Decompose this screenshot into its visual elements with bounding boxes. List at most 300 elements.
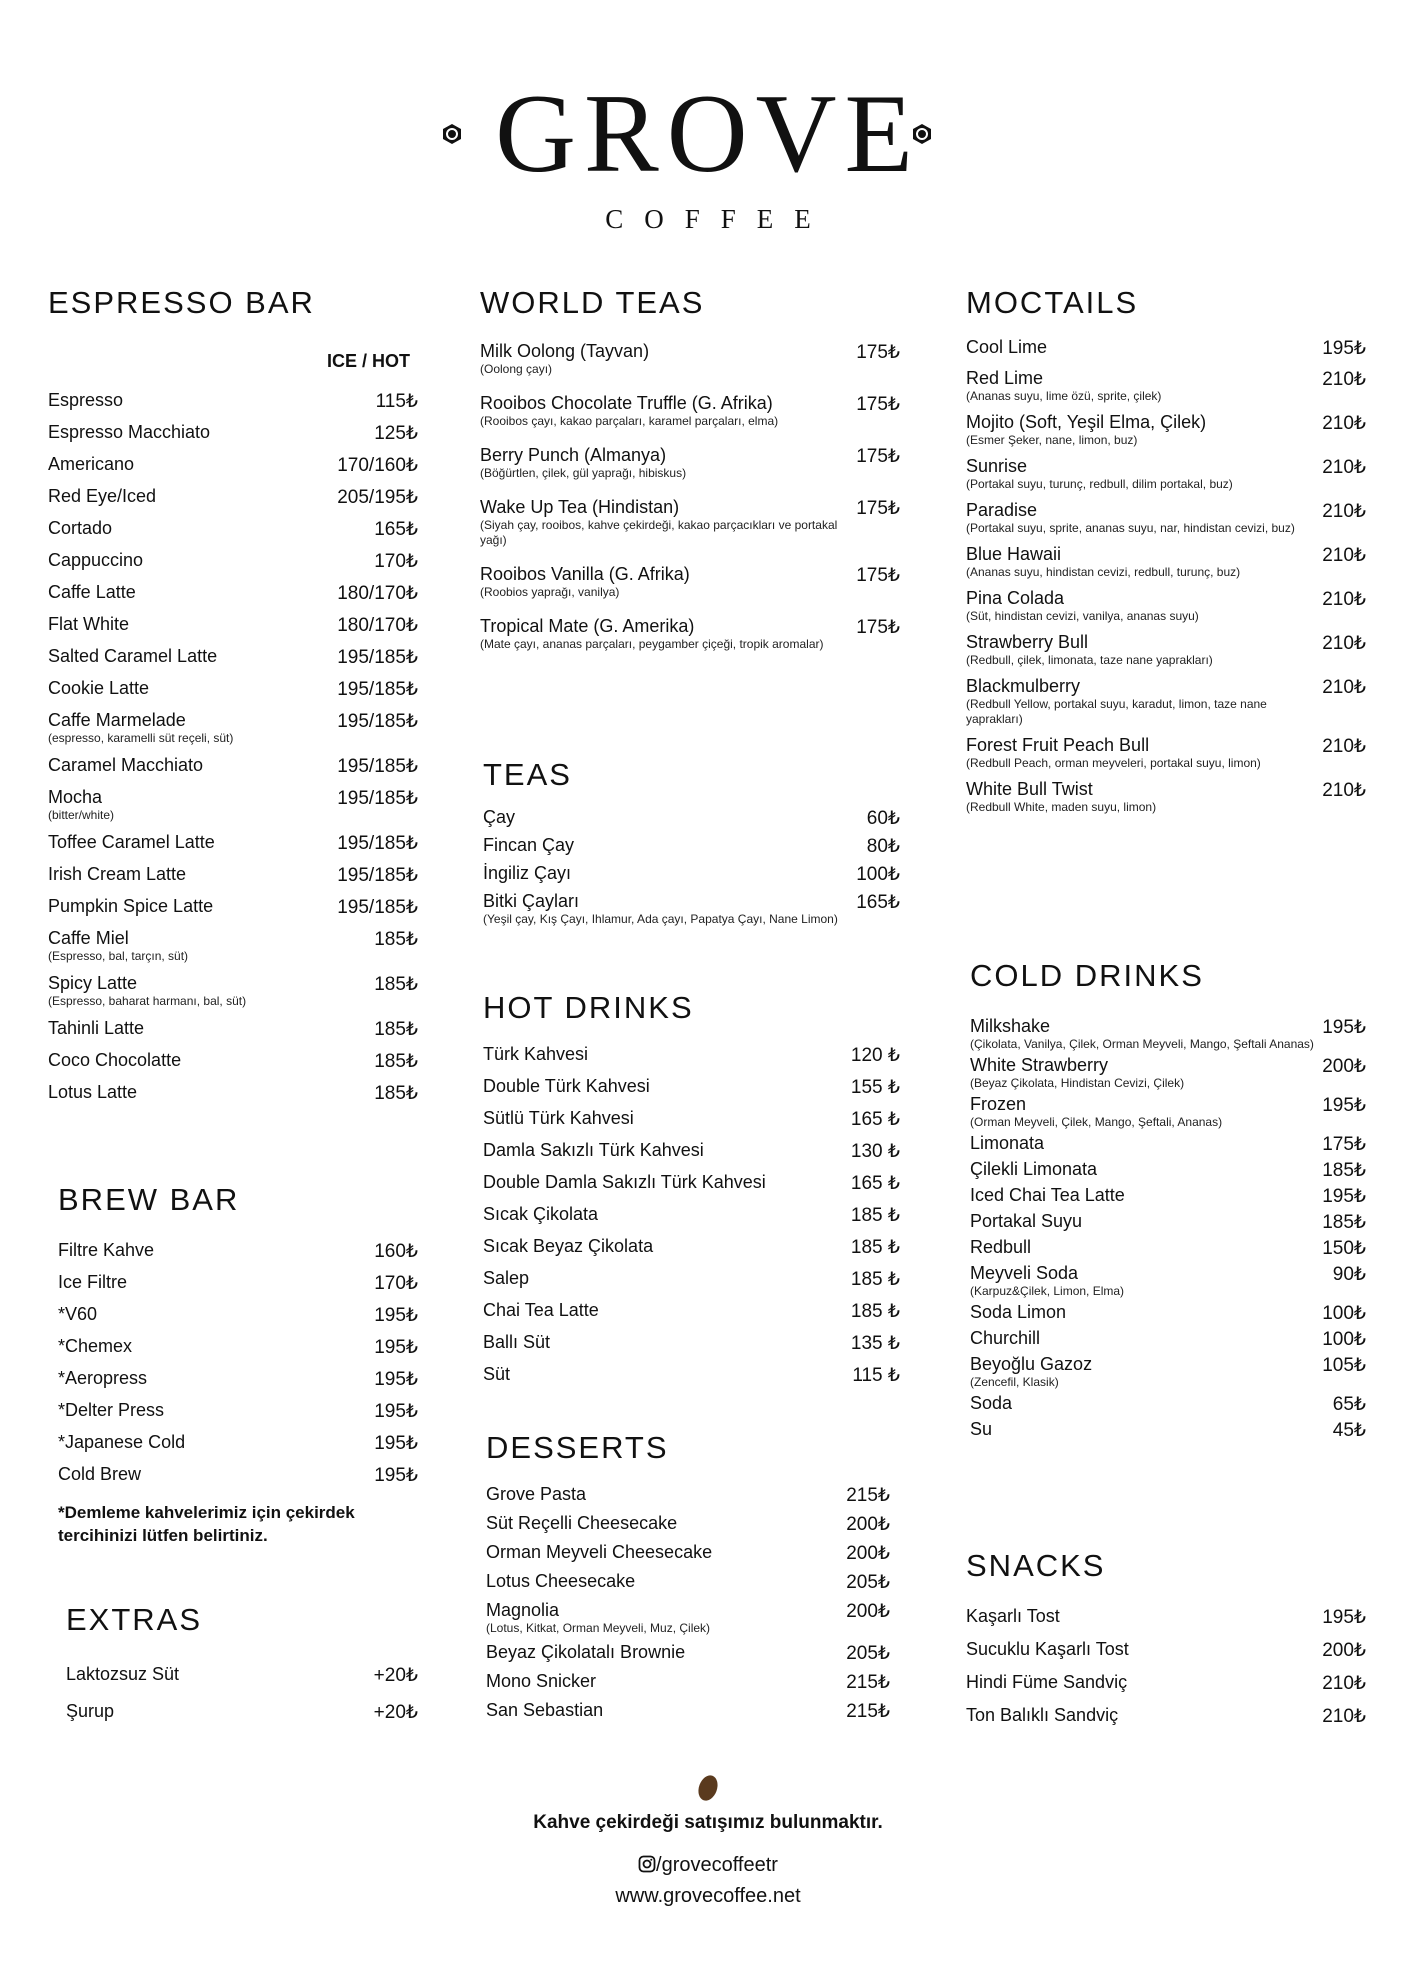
menu-item-text bbox=[966, 1639, 1129, 1660]
menu-item-text bbox=[48, 390, 123, 411]
menu-item bbox=[970, 1419, 1366, 1442]
menu-item-text bbox=[48, 928, 188, 964]
item-name: Soda bbox=[970, 1393, 1013, 1413]
item-description: (Redbull White, maden suyu, limon) bbox=[966, 800, 1157, 814]
menu-item-text bbox=[483, 1236, 653, 1257]
menu-item bbox=[483, 1044, 900, 1067]
item-price: 180/170₺ bbox=[337, 583, 418, 604]
menu-item bbox=[483, 1268, 900, 1291]
menu-item bbox=[48, 518, 418, 541]
item-price: 105₺ bbox=[1322, 1355, 1366, 1376]
section-title: COLD DRINKS bbox=[970, 958, 1204, 993]
menu-item-text bbox=[58, 1464, 141, 1485]
menu-item-text bbox=[480, 341, 649, 377]
item-description: (Portakal suyu, sprite, ananas suyu, nar, hindistan cevizi, buz) bbox=[966, 521, 1295, 535]
item-name: Salep bbox=[483, 1268, 530, 1288]
menu-item bbox=[483, 1332, 900, 1355]
item-name: Cookie Latte bbox=[48, 678, 150, 698]
item-name: Strawberry Bull bbox=[966, 632, 1089, 652]
menu-item bbox=[480, 564, 900, 600]
item-price: 175₺ bbox=[856, 342, 900, 363]
menu-item-text bbox=[970, 1094, 1222, 1130]
item-price: 195₺ bbox=[374, 1433, 418, 1454]
menu-item-text bbox=[483, 1268, 529, 1289]
item-description: (Çikolata, Vanilya, Çilek, Orman Meyveli, Mango, Şeftali Ananas) bbox=[970, 1037, 1314, 1051]
menu-item-text bbox=[48, 422, 210, 443]
item-price: 100₺ bbox=[1322, 1329, 1366, 1350]
menu-item-text bbox=[966, 588, 1199, 624]
item-price: 185 ₺ bbox=[850, 1301, 900, 1322]
menu-item-text bbox=[480, 445, 686, 481]
item-price: 80₺ bbox=[866, 836, 900, 857]
menu-item bbox=[66, 1664, 418, 1687]
menu-item-text bbox=[966, 500, 1295, 536]
item-price: 125₺ bbox=[374, 423, 418, 444]
item-name: Tahinli Latte bbox=[48, 1018, 145, 1038]
item-name: Toffee Caramel Latte bbox=[48, 832, 215, 852]
item-price: 195₺ bbox=[1322, 338, 1366, 359]
item-price: 185₺ bbox=[374, 1083, 418, 1104]
menu-item bbox=[486, 1600, 890, 1636]
item-price: 210₺ bbox=[1322, 1706, 1366, 1727]
menu-item bbox=[483, 807, 900, 830]
item-price: 205₺ bbox=[846, 1572, 890, 1593]
item-price: 195₺ bbox=[1322, 1186, 1366, 1207]
item-price: 165₺ bbox=[856, 892, 900, 913]
menu-item bbox=[48, 678, 418, 701]
menu-item bbox=[486, 1484, 890, 1507]
coffee-bean-icon bbox=[695, 1773, 721, 1804]
item-price: 195/185₺ bbox=[337, 865, 418, 886]
item-price: 210₺ bbox=[1322, 589, 1366, 610]
brew-note: *Demleme kahvelerimiz için çekirdek tercihinizi lütfen belirtiniz. bbox=[58, 1503, 355, 1545]
menu-item-text bbox=[966, 456, 1233, 492]
menu-list bbox=[480, 341, 900, 652]
menu-item-text bbox=[486, 1571, 635, 1592]
menu-item-text bbox=[58, 1368, 147, 1389]
item-name: Su bbox=[970, 1419, 993, 1439]
item-price: 195₺ bbox=[1322, 1095, 1366, 1116]
item-name: Iced Chai Tea Latte bbox=[970, 1185, 1125, 1205]
item-description: (Ananas suyu, hindistan cevizi, redbull, turunç, buz) bbox=[966, 565, 1241, 579]
item-name: Meyveli Soda bbox=[970, 1263, 1079, 1283]
menu-item bbox=[970, 1354, 1366, 1390]
menu-item-text bbox=[48, 454, 134, 475]
item-name: Rooibos Vanilla (G. Afrika) bbox=[480, 564, 690, 584]
menu-item-text bbox=[483, 807, 515, 828]
item-description: (Oolong çayı) bbox=[480, 362, 553, 376]
item-price: 165₺ bbox=[374, 519, 418, 540]
item-price: 200₺ bbox=[846, 1601, 890, 1622]
item-price: 185 ₺ bbox=[850, 1205, 900, 1226]
item-price: 210₺ bbox=[1322, 501, 1366, 522]
item-price: 215₺ bbox=[846, 1701, 890, 1722]
section-title: TEAS bbox=[483, 757, 572, 792]
menu-item-text bbox=[48, 896, 213, 917]
menu-list bbox=[966, 337, 1366, 815]
menu-item-text bbox=[483, 1300, 599, 1321]
item-name: Damla Sakızlı Türk Kahvesi bbox=[483, 1140, 704, 1160]
menu-item-text bbox=[486, 1700, 603, 1721]
section-title: ESPRESSO BAR bbox=[48, 285, 315, 320]
item-name: Irish Cream Latte bbox=[48, 864, 187, 884]
item-name: Caffe Latte bbox=[48, 582, 136, 602]
menu-item bbox=[48, 646, 418, 669]
item-name: Pina Colada bbox=[966, 588, 1065, 608]
menu-item-text bbox=[966, 1606, 1060, 1627]
menu-item-text bbox=[970, 1055, 1184, 1091]
menu-item-text bbox=[483, 1364, 510, 1385]
section-espresso-bar bbox=[48, 285, 418, 1105]
item-name: Churchill bbox=[970, 1328, 1041, 1348]
item-price: 195₺ bbox=[374, 1369, 418, 1390]
item-name: Cappuccino bbox=[48, 550, 144, 570]
menu-item bbox=[966, 676, 1366, 727]
menu-item-text bbox=[48, 973, 246, 1009]
menu-item bbox=[483, 835, 900, 858]
item-name: Pumpkin Spice Latte bbox=[48, 896, 214, 916]
menu-item-text bbox=[970, 1185, 1125, 1206]
item-name: Türk Kahvesi bbox=[483, 1044, 589, 1064]
item-name: Americano bbox=[48, 454, 135, 474]
item-name: İngiliz Çayı bbox=[483, 863, 572, 883]
menu-item-text bbox=[970, 1328, 1040, 1349]
item-description: (espresso, karamelli süt reçeli, süt) bbox=[48, 731, 234, 745]
website-link[interactable]: www.grovecoffee.net bbox=[615, 1885, 801, 1907]
menu-item-text bbox=[486, 1642, 685, 1663]
item-description: (Esmer Şeker, nane, limon, buz) bbox=[966, 433, 1138, 447]
menu-item bbox=[48, 755, 418, 778]
item-price: 130 ₺ bbox=[850, 1141, 900, 1162]
menu-item-text bbox=[480, 393, 778, 429]
item-price: 65₺ bbox=[1332, 1394, 1366, 1415]
menu-item bbox=[966, 779, 1366, 815]
item-name: Cortado bbox=[48, 518, 113, 538]
item-name: Spicy Latte bbox=[48, 973, 138, 993]
menu-item bbox=[58, 1400, 418, 1423]
item-name: Red Eye/Iced bbox=[48, 486, 157, 506]
menu-item bbox=[966, 368, 1366, 404]
menu-item bbox=[970, 1016, 1366, 1052]
item-name: Salted Caramel Latte bbox=[48, 646, 218, 666]
menu-item bbox=[970, 1237, 1366, 1260]
item-price: 210₺ bbox=[1322, 736, 1366, 757]
item-description: (Ananas suyu, lime özü, sprite, çilek) bbox=[966, 389, 1162, 403]
item-price: 215₺ bbox=[846, 1485, 890, 1506]
item-price: 135 ₺ bbox=[850, 1333, 900, 1354]
item-price: 195/185₺ bbox=[337, 647, 418, 668]
item-price: 195₺ bbox=[1322, 1017, 1366, 1038]
menu-item bbox=[48, 864, 418, 887]
item-description: (Redbull Peach, orman meyveleri, portakal suyu, limon) bbox=[966, 756, 1261, 770]
menu-item-text bbox=[966, 779, 1156, 815]
item-name: Caffe Marmelade bbox=[48, 710, 186, 730]
menu-list bbox=[66, 1664, 418, 1724]
item-name: Berry Punch (Almanya) bbox=[480, 445, 667, 465]
item-price: 200₺ bbox=[846, 1543, 890, 1564]
item-name: Double Damla Sakızlı Türk Kahvesi bbox=[483, 1172, 766, 1192]
menu-item-text bbox=[970, 1159, 1097, 1180]
item-name: Espresso bbox=[48, 390, 124, 410]
menu-item bbox=[483, 863, 900, 886]
item-name: Redbull bbox=[970, 1237, 1032, 1257]
menu-item bbox=[486, 1700, 890, 1723]
menu-item bbox=[970, 1393, 1366, 1416]
item-price: 175₺ bbox=[856, 617, 900, 638]
menu-item-text bbox=[970, 1354, 1092, 1390]
menu-item-text bbox=[480, 497, 848, 548]
menu-item bbox=[48, 928, 418, 964]
section-extras bbox=[66, 1602, 418, 1724]
item-description: (bitter/white) bbox=[48, 808, 115, 822]
item-name: Süt Reçelli Cheesecake bbox=[486, 1513, 678, 1533]
item-price: 115 ₺ bbox=[852, 1365, 900, 1386]
menu-item bbox=[966, 1606, 1366, 1629]
item-name: Şurup bbox=[66, 1701, 115, 1721]
item-name: Çilekli Limonata bbox=[970, 1159, 1098, 1179]
menu-item bbox=[48, 614, 418, 637]
item-description: (Portakal suyu, turunç, redbull, dilim portakal, buz) bbox=[966, 477, 1233, 491]
item-price: 195/185₺ bbox=[337, 833, 418, 854]
menu-item-text bbox=[48, 614, 129, 635]
menu-list bbox=[48, 390, 418, 1105]
menu-item-text bbox=[483, 891, 838, 927]
section-moctails bbox=[966, 285, 1366, 815]
menu-item-text bbox=[970, 1263, 1124, 1299]
item-name: Flat White bbox=[48, 614, 130, 634]
item-name: Süt bbox=[483, 1364, 511, 1384]
item-name: Ton Balıklı Sandviç bbox=[966, 1705, 1119, 1725]
menu-list bbox=[483, 807, 900, 927]
menu-item bbox=[58, 1432, 418, 1455]
item-name: Caramel Macchiato bbox=[48, 755, 204, 775]
menu-item-text bbox=[966, 368, 1161, 404]
menu-list bbox=[58, 1240, 418, 1487]
item-price: 175₺ bbox=[856, 498, 900, 519]
item-name: Cold Brew bbox=[58, 1464, 142, 1484]
menu-item-text bbox=[966, 676, 1314, 727]
item-name: Coco Chocolatte bbox=[48, 1050, 182, 1070]
item-description: (Süt, hindistan cevizi, vanilya, ananas suyu) bbox=[966, 609, 1199, 623]
item-price: 60₺ bbox=[866, 808, 900, 829]
menu-item bbox=[66, 1701, 418, 1724]
menu-item bbox=[480, 497, 900, 548]
menu-item-text bbox=[970, 1133, 1044, 1154]
menu-item bbox=[48, 832, 418, 855]
menu-item bbox=[58, 1240, 418, 1263]
item-name: *Chemex bbox=[58, 1336, 133, 1356]
menu-item bbox=[970, 1133, 1366, 1156]
item-name: Mocha bbox=[48, 787, 103, 807]
menu-item bbox=[483, 1108, 900, 1131]
item-name: *Aeropress bbox=[58, 1368, 148, 1388]
item-price: 205/195₺ bbox=[337, 487, 418, 508]
menu-item bbox=[966, 588, 1366, 624]
item-price: 120 ₺ bbox=[850, 1045, 900, 1066]
item-price: 195₺ bbox=[374, 1401, 418, 1422]
menu-item bbox=[486, 1642, 890, 1665]
menu-item bbox=[970, 1328, 1366, 1351]
menu-item-text bbox=[970, 1237, 1031, 1258]
menu-item-text bbox=[483, 1204, 598, 1225]
menu-item-text bbox=[480, 564, 690, 600]
menu-item bbox=[966, 1705, 1366, 1728]
ice-hot-label: ICE / HOT bbox=[326, 351, 410, 371]
menu-item-text bbox=[970, 1419, 992, 1440]
item-price: 185₺ bbox=[1322, 1212, 1366, 1233]
item-price: 160₺ bbox=[374, 1241, 418, 1262]
menu-item-text bbox=[483, 863, 571, 884]
item-price: 155 ₺ bbox=[850, 1077, 900, 1098]
menu-item bbox=[58, 1368, 418, 1391]
item-name: *Japanese Cold bbox=[58, 1432, 186, 1452]
menu-item bbox=[966, 337, 1366, 360]
item-price: 185₺ bbox=[1322, 1160, 1366, 1181]
item-price: 215₺ bbox=[846, 1672, 890, 1693]
menu-item-text bbox=[480, 616, 823, 652]
menu-item bbox=[48, 582, 418, 605]
item-name: Lotus Latte bbox=[48, 1082, 138, 1102]
menu-item bbox=[966, 632, 1366, 668]
section-teas bbox=[483, 757, 900, 927]
menu-item-text bbox=[48, 582, 136, 603]
menu-item bbox=[970, 1263, 1366, 1299]
menu-item-text bbox=[966, 544, 1240, 580]
menu-item bbox=[480, 616, 900, 652]
menu-item bbox=[966, 544, 1366, 580]
menu-item bbox=[58, 1464, 418, 1487]
menu-list bbox=[966, 1606, 1366, 1728]
item-price: 195/185₺ bbox=[337, 711, 418, 732]
menu-item-text bbox=[483, 1172, 766, 1193]
item-price: 195₺ bbox=[374, 1305, 418, 1326]
menu-item bbox=[48, 1018, 418, 1041]
menu-item bbox=[966, 1639, 1366, 1662]
item-name: Laktozsuz Süt bbox=[66, 1664, 180, 1684]
section-title: WORLD TEAS bbox=[480, 285, 705, 320]
section-title: EXTRAS bbox=[66, 1602, 203, 1637]
item-price: 210₺ bbox=[1322, 677, 1366, 698]
menu-item-text bbox=[483, 1044, 588, 1065]
menu-item-text bbox=[966, 1705, 1118, 1726]
item-name: Ice Filtre bbox=[58, 1272, 128, 1292]
menu-item bbox=[483, 1172, 900, 1195]
item-price: 115₺ bbox=[375, 391, 418, 412]
item-description: (Karpuz&Çilek, Limon, Elma) bbox=[970, 1284, 1125, 1298]
section-world-teas bbox=[480, 285, 900, 652]
menu-item-text bbox=[58, 1304, 97, 1325]
menu-item-text bbox=[966, 735, 1261, 771]
item-price: 175₺ bbox=[1322, 1134, 1366, 1155]
menu-item bbox=[48, 422, 418, 445]
item-name: Frozen bbox=[970, 1094, 1027, 1114]
menu-item-text bbox=[48, 550, 143, 571]
menu-item-text bbox=[966, 632, 1213, 668]
item-price: 185 ₺ bbox=[850, 1269, 900, 1290]
item-name: Beyoğlu Gazoz bbox=[970, 1354, 1093, 1374]
menu-item-text bbox=[48, 787, 114, 823]
item-price: 170₺ bbox=[374, 551, 418, 572]
menu-item-text bbox=[966, 1672, 1127, 1693]
item-name: Tropical Mate (G. Amerika) bbox=[480, 616, 695, 636]
item-name: Lotus Cheesecake bbox=[486, 1571, 636, 1591]
item-price: 90₺ bbox=[1332, 1264, 1366, 1285]
menu-item bbox=[48, 787, 418, 823]
section-title: SNACKS bbox=[966, 1548, 1106, 1583]
item-name: Wake Up Tea (Hindistan) bbox=[480, 497, 680, 517]
menu-item-text bbox=[48, 646, 217, 667]
section-cold-drinks bbox=[970, 958, 1366, 1442]
menu-item-text bbox=[48, 864, 186, 885]
item-price: +20₺ bbox=[373, 1665, 418, 1686]
menu-item bbox=[483, 891, 900, 927]
menu-item-text bbox=[48, 1082, 137, 1103]
item-name: White Strawberry bbox=[970, 1055, 1109, 1075]
section-snacks bbox=[966, 1548, 1366, 1728]
menu-item-text bbox=[48, 755, 203, 776]
item-name: Paradise bbox=[966, 500, 1038, 520]
item-description: (Beyaz Çikolata, Hindistan Cevizi, Çilek) bbox=[970, 1076, 1185, 1090]
item-name: Blue Hawaii bbox=[966, 544, 1062, 564]
menu-item-text bbox=[970, 1393, 1012, 1414]
item-price: 195/185₺ bbox=[337, 756, 418, 777]
section-title: BREW BAR bbox=[58, 1182, 240, 1217]
menu-item-text bbox=[58, 1240, 154, 1261]
menu-list bbox=[483, 1044, 900, 1387]
item-price: 210₺ bbox=[1322, 780, 1366, 801]
item-name: Çay bbox=[483, 807, 516, 827]
menu-item-text bbox=[48, 486, 156, 507]
item-name: Cool Lime bbox=[966, 337, 1048, 357]
item-name: Sucuklu Kaşarlı Tost bbox=[966, 1639, 1129, 1659]
item-name: Magnolia bbox=[486, 1600, 560, 1620]
item-name: Milkshake bbox=[970, 1016, 1051, 1036]
item-price: 175₺ bbox=[856, 565, 900, 586]
menu-item-text bbox=[48, 710, 233, 746]
item-name: Rooibos Chocolate Truffle (G. Afrika) bbox=[480, 393, 773, 413]
menu-item-text bbox=[966, 412, 1206, 448]
menu-item bbox=[48, 390, 418, 413]
menu-item-text bbox=[483, 1108, 634, 1129]
item-price: 185₺ bbox=[374, 1051, 418, 1072]
menu-item bbox=[966, 735, 1366, 771]
item-price: 100₺ bbox=[856, 864, 900, 885]
section-title: HOT DRINKS bbox=[483, 990, 694, 1025]
item-name: *Delter Press bbox=[58, 1400, 165, 1420]
item-price: 170/160₺ bbox=[337, 455, 418, 476]
item-price: 165 ₺ bbox=[850, 1173, 900, 1194]
menu-item bbox=[486, 1571, 890, 1594]
menu-item bbox=[483, 1140, 900, 1163]
instagram-handle[interactable] bbox=[0, 1854, 1416, 1877]
item-price: 210₺ bbox=[1322, 457, 1366, 478]
menu-item-text bbox=[58, 1336, 132, 1357]
brand-logo bbox=[0, 72, 1416, 235]
section-desserts bbox=[486, 1430, 890, 1723]
item-name: White Bull Twist bbox=[966, 779, 1093, 799]
item-price: 195₺ bbox=[374, 1337, 418, 1358]
item-price: 210₺ bbox=[1322, 545, 1366, 566]
item-price: 175₺ bbox=[856, 394, 900, 415]
menu-item-text bbox=[486, 1513, 677, 1534]
menu-item-text bbox=[58, 1400, 164, 1421]
menu-item-text bbox=[58, 1272, 127, 1293]
item-description: (Rooibos çayı, kakao parçaları, karamel parçaları, elma) bbox=[480, 414, 779, 428]
item-price: 195/185₺ bbox=[337, 679, 418, 700]
item-description: (Redbull, çilek, limonata, taze nane yaprakları) bbox=[966, 653, 1213, 667]
item-price: 45₺ bbox=[1332, 1420, 1366, 1441]
menu-item bbox=[970, 1211, 1366, 1234]
